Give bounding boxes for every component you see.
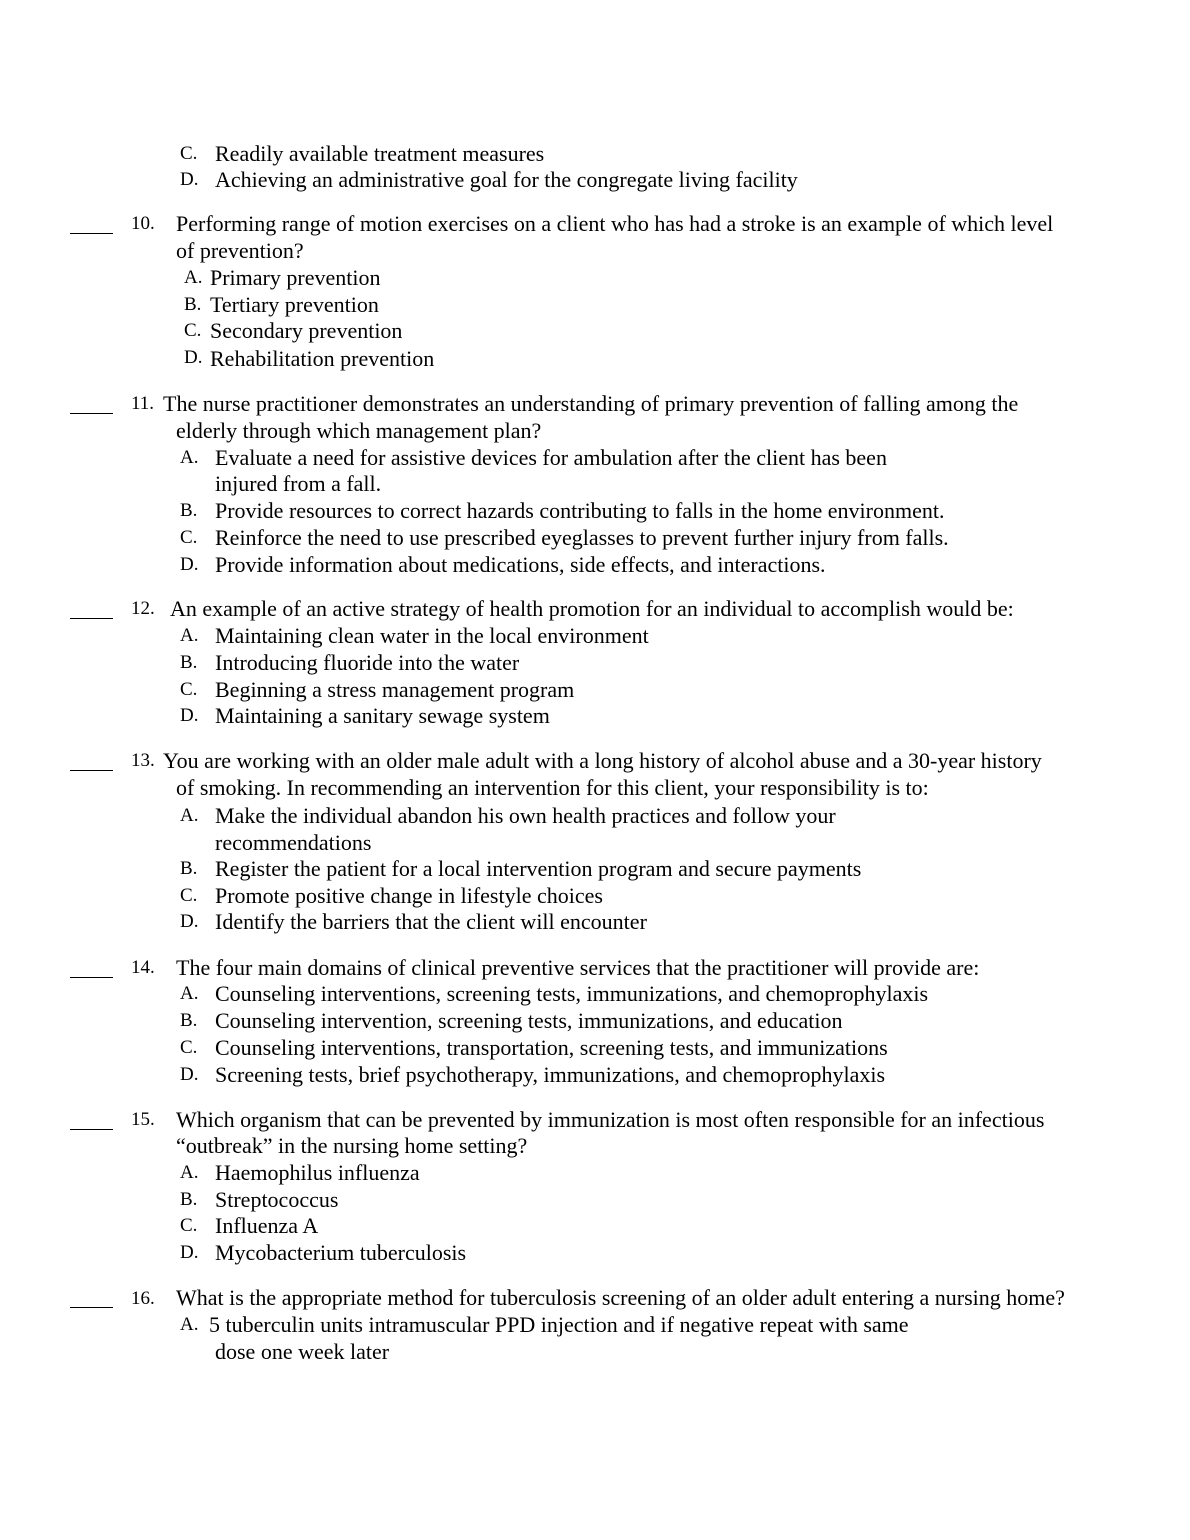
option-text: Screening tests, brief psychotherapy, immunizations, and chemoprophylaxis [215,1062,886,1087]
question-stem: You are working with an older male adult with a long history of alcohol abuse and a 30-year history [163,748,1042,773]
option-text: Achieving an administrative goal for the congregate living facility [215,167,798,192]
question-stem: Which organism that can be prevented by immunization is most often responsible for an infectious [176,1107,1045,1132]
option-letter: C. [180,679,198,700]
option-text: Readily available treatment measures [215,141,545,166]
option-text: Streptococcus [215,1187,339,1212]
option-text: Primary prevention [210,265,381,290]
option-letter: A. [184,267,203,288]
option-text: Counseling interventions, screening tests, immunizations, and chemoprophylaxis [215,981,929,1006]
question-stem: Performing range of motion exercises on a client who has had a stroke is an example of which level [176,211,1054,236]
option-text: Provide information about medications, side effects, and interactions. [215,552,826,577]
question-stem: of prevention? [176,238,304,263]
option-text: Haemophilus influenza [215,1160,420,1185]
option-letter: D. [180,1064,199,1085]
question-number: 15. [131,1109,155,1130]
question-number: 13. [131,750,155,771]
option-text: Rehabilitation prevention [210,346,435,371]
option-text: Counseling interventions, transportation, screening tests, and immunizations [215,1035,888,1060]
option-letter: D. [180,1242,199,1263]
question-stem: The nurse practitioner demonstrates an understanding of primary prevention of falling among the [163,391,1019,416]
option-letter: D. [180,911,199,932]
option-letter: A. [180,447,199,468]
option-text: Evaluate a need for assistive devices for ambulation after the client has been [215,445,887,470]
answer-blank[interactable] [70,1307,113,1308]
answer-blank[interactable] [70,770,113,771]
option-text-cont: dose one week later [215,1339,390,1364]
option-letter: B. [180,500,198,521]
option-text: Introducing fluoride into the water [215,650,520,675]
answer-blank[interactable] [70,413,113,414]
option-letter: C. [180,1215,198,1236]
option-letter: C. [180,527,198,548]
option-text-cont: injured from a fall. [215,471,382,496]
option-letter: A. [180,805,199,826]
question-number: 10. [131,213,155,234]
option-text: Provide resources to correct hazards contributing to falls in the home environment. [215,498,945,523]
option-text: Make the individual abandon his own health practices and follow your [215,803,836,828]
option-text: Reinforce the need to use prescribed eyeglasses to prevent further injury from falls. [215,525,949,550]
option-letter: A. [180,1162,199,1183]
option-letter: A. [180,625,199,646]
option-letter: C. [180,1037,198,1058]
option-letter: B. [180,1010,198,1031]
question-stem: The four main domains of clinical preventive services that the practitioner will provide are: [176,955,980,980]
question-number: 14. [131,957,155,978]
question-stem: of smoking. In recommending an intervention for this client, your responsibility is to: [176,775,929,800]
option-letter: A. [180,1314,199,1335]
option-text: Tertiary prevention [210,292,379,317]
question-stem: An example of an active strategy of health promotion for an individual to accomplish would be: [170,596,1014,621]
question-number: 16. [131,1288,155,1309]
option-text: Register the patient for a local intervention program and secure payments [215,856,862,881]
option-letter: D. [180,705,199,726]
option-text: Counseling intervention, screening tests, immunizations, and education [215,1008,843,1033]
option-letter: B. [180,652,198,673]
option-text: Influenza A [215,1213,319,1238]
option-text: Beginning a stress management program [215,677,575,702]
option-letter: C. [180,885,198,906]
option-letter: A. [180,983,199,1004]
option-letter: C. [180,143,198,164]
question-stem: elderly through which management plan? [176,418,542,443]
option-text: Maintaining clean water in the local environment [215,623,649,648]
answer-blank[interactable] [70,233,113,234]
option-letter: D. [184,347,203,368]
option-letter: B. [180,858,198,879]
option-text: Identify the barriers that the client will encounter [215,909,647,934]
answer-blank[interactable] [70,1129,113,1130]
option-text: Mycobacterium tuberculosis [215,1240,467,1265]
question-number: 11. [131,393,155,414]
option-text: 5 tuberculin units intramuscular PPD injection and if negative repeat with same [209,1312,909,1337]
option-letter: D. [180,554,199,575]
option-text: Maintaining a sanitary sewage system [215,703,550,728]
question-stem: What is the appropriate method for tuberculosis screening of an older adult entering a nursing home? [176,1285,1065,1310]
answer-blank[interactable] [70,618,113,619]
option-letter: C. [184,320,202,341]
option-text-cont: recommendations [215,830,372,855]
option-letter: B. [180,1189,198,1210]
question-number: 12. [131,598,155,619]
option-letter: B. [184,294,202,315]
option-letter: D. [180,169,199,190]
question-stem: “outbreak” in the nursing home setting? [176,1133,528,1158]
option-text: Secondary prevention [210,318,403,343]
option-text: Promote positive change in lifestyle choices [215,883,603,908]
answer-blank[interactable] [70,977,113,978]
